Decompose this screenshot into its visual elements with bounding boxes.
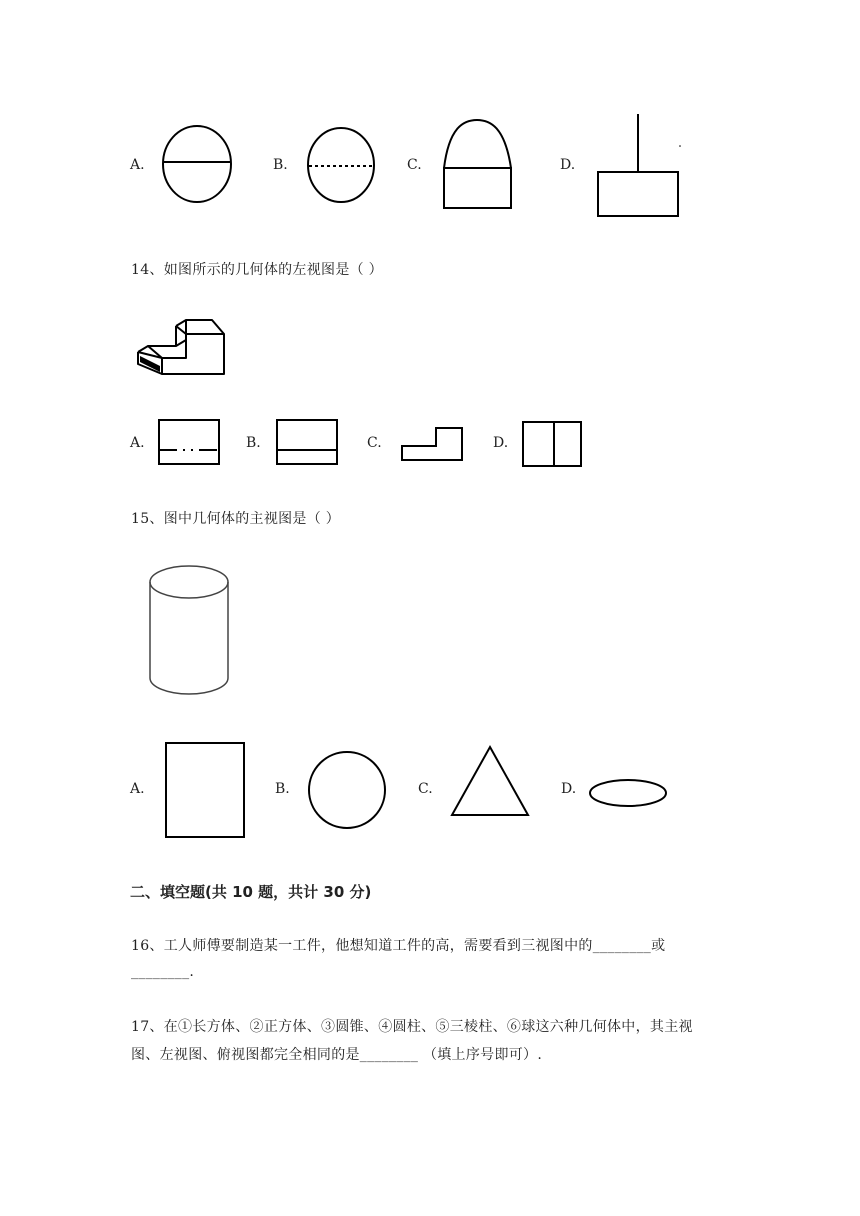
question-17-line-1: 17、在①长方体、②正方体、③圆锥、④圆柱、⑤三棱柱、⑥球这六种几何体中，其主视 [131, 1019, 693, 1035]
question-17-line-2: 图、左视图、俯视图都完全相同的是________ （填上序号即可）. [131, 1047, 543, 1063]
q15-option-a-figure [164, 741, 246, 839]
q14-option-c-label: C. [367, 435, 382, 451]
question-16-line-1: 16、工人师傅要制造某一工件，他想知道工件的高，需要看到三视图中的________或 [131, 938, 666, 954]
option-a-label: A. [130, 157, 145, 173]
question-14-stem: 14、如图所示的几何体的左视图是（ ） [131, 262, 383, 278]
q15-option-c-label: C. [418, 781, 433, 797]
q14-option-c-figure [400, 426, 464, 464]
q15-option-c-figure [450, 745, 532, 819]
q14-option-b-figure [275, 418, 339, 466]
option-c-label: C. [407, 157, 422, 173]
q14-solid-figure [136, 312, 228, 378]
section-2-heading: 二、填空题(共 10 题，共计 30 分) [130, 883, 372, 901]
q15-option-a-label: A. [130, 781, 145, 797]
q13-option-a-figure [162, 124, 234, 204]
q13-option-c-figure [441, 118, 515, 212]
q14-option-a-figure [157, 418, 221, 466]
q14-option-b-label: B. [246, 435, 261, 451]
q13-option-d-figure [596, 114, 686, 220]
q14-option-d-label: D. [493, 435, 509, 451]
q14-option-d-figure [521, 420, 585, 468]
question-16-line-2: ________. [131, 964, 195, 980]
q15-option-d-label: D. [561, 781, 577, 797]
q15-cylinder-figure [146, 562, 236, 700]
q15-option-b-label: B. [275, 781, 290, 797]
option-b-label: B. [273, 157, 288, 173]
option-d-label: D. [560, 157, 576, 173]
q13-option-b-figure [307, 127, 377, 205]
q15-option-d-figure [588, 778, 670, 810]
q15-option-b-figure [307, 750, 389, 832]
q14-option-a-label: A. [130, 435, 145, 451]
question-15-stem: 15、图中几何体的主视图是（ ） [131, 511, 341, 527]
